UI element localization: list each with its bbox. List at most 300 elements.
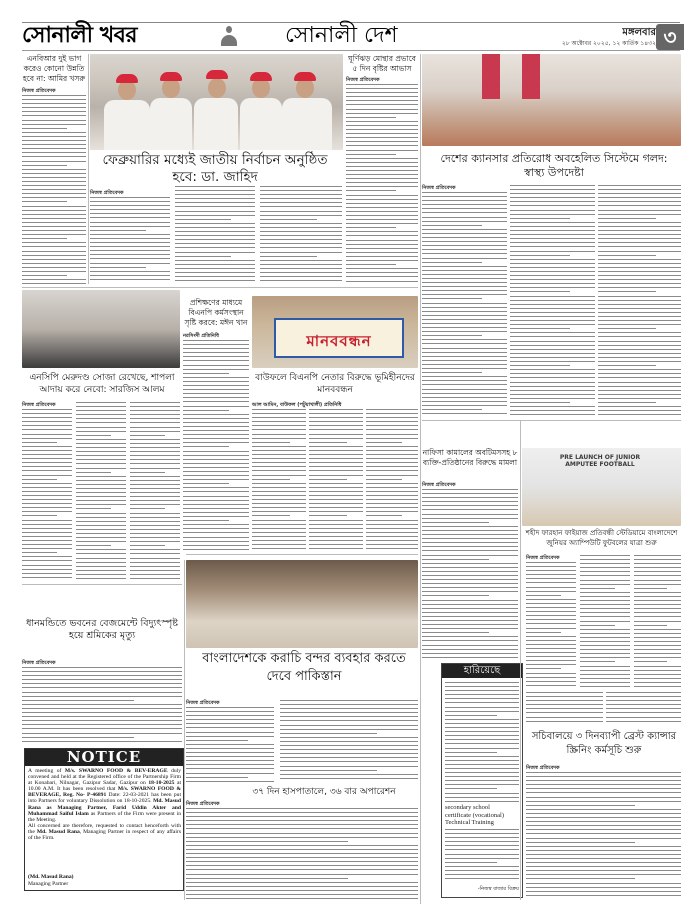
text-line — [309, 454, 363, 455]
text-line — [510, 386, 595, 387]
text-line — [346, 166, 418, 167]
text-line — [598, 365, 656, 366]
text-line — [510, 189, 595, 190]
text-line — [309, 520, 363, 521]
text-line — [422, 294, 507, 295]
text-line — [76, 443, 126, 444]
text-line — [186, 711, 274, 712]
text-line — [422, 229, 507, 230]
text-line — [260, 260, 342, 261]
article-headline[interactable]: এনসিপি মেরুদণ্ড সোজা রেখেছে, শাপলা আদায় করে নেবো: সারজিস আলম — [29, 373, 175, 395]
text-line — [422, 526, 518, 527]
text-line — [445, 707, 519, 708]
text-line — [186, 768, 274, 769]
text-line — [76, 459, 126, 460]
text-line — [422, 262, 482, 263]
article-headline[interactable]: শহীদ ফারহান ফাইয়াজ প্রতিবন্ধী স্টেডিয়ামে বাংলাদেশে জুনিয়র অ্যাম্পিউটি ফুটবলের যাত্রা শুরু — [525, 529, 678, 547]
text-line — [510, 279, 595, 280]
article-headline[interactable]: ৩৭ দিন হাসপাতালে, ৩৬ বার অপারেশন — [252, 787, 396, 797]
text-line — [252, 515, 290, 516]
text-line — [510, 394, 595, 395]
press-conference-photo — [22, 290, 180, 368]
text-line — [130, 566, 180, 567]
article-body — [309, 409, 363, 549]
text-line — [183, 537, 249, 538]
text-line — [445, 702, 519, 703]
text-line — [183, 463, 249, 464]
text-line — [22, 177, 86, 178]
text-line — [186, 849, 418, 850]
text-line — [526, 809, 681, 810]
text-line — [634, 666, 681, 667]
text-line — [598, 300, 681, 301]
text-line — [252, 511, 306, 512]
text-line — [526, 708, 603, 709]
text-line — [252, 524, 306, 525]
text-line — [598, 193, 681, 194]
text-line — [186, 857, 418, 858]
text-line — [252, 425, 306, 426]
text-line — [422, 559, 489, 560]
text-line — [22, 251, 86, 252]
text-line — [22, 704, 182, 705]
text-line — [186, 853, 418, 854]
text-line — [422, 245, 507, 246]
text-line — [510, 267, 595, 268]
text-line — [422, 571, 518, 572]
text-line — [526, 700, 603, 701]
text-line — [183, 442, 249, 443]
text-line — [22, 115, 86, 116]
text-line — [22, 132, 86, 133]
text-line — [422, 384, 507, 385]
text-line — [634, 608, 681, 609]
text-line — [280, 761, 418, 762]
text-line — [598, 296, 681, 297]
text-line — [634, 621, 681, 622]
text-line — [445, 858, 519, 859]
text-line — [598, 320, 681, 321]
text-line — [580, 666, 630, 667]
text-line — [634, 580, 681, 581]
text-line — [183, 385, 249, 386]
text-line — [130, 533, 180, 534]
text-line — [422, 307, 507, 308]
article-headline[interactable]: দেশের ক্যানসার প্রতিরোধ অবহেলিত সিস্টেমে গলদ: স্বাস্থ্য উপদেষ্টা — [440, 152, 668, 179]
text-line — [598, 382, 681, 383]
text-line — [580, 670, 630, 671]
article-body — [175, 186, 255, 281]
text-line — [76, 513, 126, 514]
text-line — [22, 136, 86, 137]
text-line — [22, 450, 72, 451]
text-line — [526, 578, 576, 579]
text-line — [22, 421, 72, 422]
text-line — [526, 866, 681, 867]
text-line — [130, 484, 180, 485]
text-line — [422, 266, 507, 267]
text-line — [510, 259, 595, 260]
text-line — [76, 541, 126, 542]
text-line — [526, 797, 681, 798]
text-line — [252, 495, 306, 496]
text-line — [76, 410, 126, 411]
text-line — [346, 129, 418, 130]
text-line — [598, 218, 656, 219]
article-body — [22, 409, 72, 579]
text-line — [186, 890, 418, 891]
text-line — [130, 521, 180, 522]
text-line — [252, 528, 306, 529]
text-line — [526, 862, 681, 863]
text-line — [130, 463, 180, 464]
text-line — [280, 733, 377, 734]
article-headline[interactable]: প্রশিক্ষণের মাধ্যমে বিএনপি কর্মসংস্থান সৃষ্টি করবে: মঈন খান — [184, 298, 248, 327]
text-line — [422, 563, 518, 564]
text-line — [580, 575, 630, 576]
text-line — [346, 252, 418, 253]
text-line — [445, 780, 519, 781]
text-line — [526, 611, 576, 612]
text-line — [445, 682, 519, 683]
text-line — [252, 413, 306, 414]
text-line — [309, 438, 363, 439]
text-line — [510, 291, 570, 292]
legal-notice — [24, 748, 184, 891]
text-line — [422, 376, 507, 377]
text-line — [183, 344, 249, 345]
text-line — [260, 206, 342, 207]
rally-photo — [90, 54, 343, 150]
text-line — [260, 264, 342, 265]
text-line — [598, 414, 681, 415]
text-line — [130, 431, 180, 432]
text-line — [366, 515, 402, 516]
text-line — [252, 499, 306, 500]
article-body — [526, 692, 603, 722]
text-line — [422, 221, 507, 222]
text-line — [422, 237, 507, 238]
text-line — [346, 182, 418, 183]
article-body — [22, 95, 86, 285]
text-line — [22, 259, 86, 260]
text-line — [280, 757, 418, 758]
text-line — [598, 373, 681, 374]
text-line — [606, 692, 681, 693]
text-line — [422, 600, 518, 601]
text-line — [130, 459, 180, 460]
text-line — [309, 409, 363, 410]
text-line — [598, 304, 681, 305]
text-line — [422, 327, 507, 328]
text-line — [22, 491, 72, 492]
text-line — [346, 215, 418, 216]
text-line — [22, 671, 182, 672]
text-line — [309, 540, 363, 541]
text-line — [598, 406, 681, 407]
text-line — [634, 571, 681, 572]
text-line — [422, 343, 507, 344]
text-line — [422, 323, 507, 324]
text-line — [130, 500, 180, 501]
text-line — [422, 632, 489, 633]
text-line — [252, 507, 306, 508]
text-line — [252, 548, 306, 549]
text-line — [526, 566, 576, 567]
text-line — [422, 636, 518, 637]
text-line — [580, 604, 630, 605]
text-line — [422, 616, 518, 617]
text-line — [22, 503, 72, 504]
text-line — [580, 608, 630, 609]
text-line — [22, 720, 182, 721]
text-line — [22, 152, 86, 153]
text-line — [422, 303, 507, 304]
text-line — [22, 429, 72, 430]
text-line — [280, 708, 418, 709]
text-line — [445, 760, 519, 761]
row-divider — [22, 584, 182, 585]
text-line — [346, 244, 418, 245]
text-line — [422, 653, 518, 654]
article-body — [22, 667, 182, 742]
article-body — [130, 402, 180, 579]
text-line — [422, 493, 518, 494]
text-line — [510, 246, 595, 247]
text-line — [510, 300, 595, 301]
text-line — [309, 479, 347, 480]
text-line — [445, 715, 497, 716]
text-line — [183, 504, 249, 505]
text-line — [598, 255, 656, 256]
text-line — [422, 555, 518, 556]
text-line — [309, 528, 363, 529]
text-line — [422, 286, 507, 287]
text-line — [346, 141, 418, 142]
text-line — [510, 336, 595, 337]
text-line — [580, 567, 630, 568]
text-line — [186, 812, 418, 813]
text-line — [634, 596, 681, 597]
text-line — [183, 389, 249, 390]
text-line — [280, 741, 418, 742]
text-line — [422, 505, 518, 506]
text-line — [186, 773, 274, 774]
text-line — [580, 686, 630, 687]
text-line — [76, 549, 126, 550]
text-line — [445, 735, 519, 736]
text-line — [634, 555, 681, 556]
article-headline[interactable]: নাফিসা কামালের অবটিমসসহ ৮ ব্যক্তি-প্রতিষ্ঠানের বিরুদ্ধে মামলা — [422, 448, 518, 467]
text-line — [130, 525, 180, 526]
text-line — [634, 559, 681, 560]
text-line — [510, 255, 570, 256]
text-line — [252, 470, 306, 471]
text-line — [183, 418, 249, 419]
text-line — [422, 489, 518, 490]
text-line — [22, 242, 86, 243]
text-line — [598, 226, 681, 227]
text-line — [526, 632, 561, 633]
article-headline[interactable]: বাংলাদেশকে করাচি বন্দর ব্যবহার করতে দেবে পাকিস্তান — [202, 651, 406, 684]
text-line — [422, 217, 507, 218]
text-line — [309, 434, 363, 435]
text-line — [526, 895, 681, 896]
text-line — [366, 536, 418, 537]
text-line — [346, 154, 396, 155]
text-line — [422, 270, 507, 271]
article-headline[interactable]: বাউফলে বিএনপি নেতার বিরুদ্ধে ভূমিহীনদের মানববন্ধন — [255, 373, 415, 395]
text-line — [366, 540, 418, 541]
text-line — [598, 246, 681, 247]
text-line — [183, 373, 229, 374]
text-line — [183, 459, 249, 460]
text-line — [445, 768, 519, 769]
text-line — [422, 497, 518, 498]
article-headline[interactable]: ফেব্রুয়ারির মধ্যেই জাতীয় নির্বাচন অনুষ্ঠিত হবে: ডা. জাহিদ — [102, 152, 328, 185]
text-line — [580, 621, 630, 622]
text-line — [346, 219, 418, 220]
text-line — [366, 458, 418, 459]
article-headline[interactable]: সচিবালয়ে ৩ দিনব্যাপী ব্রেস্ট ক্যান্সার স্ক্রিনিং কর্মসূচি শুরু — [531, 731, 677, 756]
text-line — [510, 406, 595, 407]
text-line — [22, 737, 134, 738]
text-line — [526, 870, 681, 871]
article-headline[interactable]: ধানমন্ডিতে ভবনের বেজমেন্টে বিদ্যুৎস্পৃষ্ট হয়ে শ্রমিকের মৃত্যু — [26, 618, 178, 641]
text-line — [260, 223, 342, 224]
text-line — [634, 629, 681, 630]
text-line — [309, 507, 363, 508]
text-line — [346, 133, 418, 134]
text-line — [76, 439, 126, 440]
text-line — [422, 413, 507, 414]
text-line — [186, 894, 418, 895]
text-line — [22, 560, 72, 561]
text-line — [526, 681, 576, 682]
text-line — [22, 733, 182, 734]
text-line — [598, 201, 681, 202]
text-line — [580, 678, 630, 679]
text-line — [252, 532, 306, 533]
text-line — [598, 394, 681, 395]
text-line — [510, 349, 595, 350]
text-line — [422, 514, 518, 515]
text-line — [598, 390, 681, 391]
text-line — [366, 466, 418, 467]
text-line — [526, 801, 681, 802]
text-line — [22, 544, 72, 545]
text-line — [76, 553, 126, 554]
text-line — [22, 156, 86, 157]
text-line — [260, 215, 342, 216]
text-line — [598, 357, 681, 358]
text-line — [183, 410, 229, 411]
text-line — [76, 570, 126, 571]
text-line — [510, 218, 570, 219]
article-headline[interactable]: এনবিআর দুই ভাগ করেও কোনো উন্নতি হবে না: আমির খসরু — [22, 54, 86, 83]
text-line — [90, 234, 170, 235]
text-line — [634, 563, 681, 564]
text-line — [76, 562, 126, 563]
text-line — [76, 492, 126, 493]
text-line — [22, 573, 72, 574]
text-line — [22, 548, 72, 549]
text-line — [445, 833, 519, 834]
text-line — [252, 458, 306, 459]
text-line — [422, 583, 518, 584]
text-line — [183, 434, 249, 435]
article-byline: নিজস্ব প্রতিবেদক — [186, 700, 220, 706]
text-line — [22, 540, 72, 541]
text-line — [422, 348, 507, 349]
text-line — [526, 717, 603, 718]
text-line — [598, 279, 681, 280]
text-line — [580, 580, 630, 581]
text-line — [510, 398, 595, 399]
text-line — [598, 361, 681, 362]
text-line — [526, 704, 603, 705]
text-line — [510, 353, 595, 354]
text-line — [130, 570, 180, 571]
text-line — [309, 470, 363, 471]
text-line — [422, 372, 482, 373]
text-line — [346, 145, 418, 146]
text-line — [260, 219, 317, 220]
text-line — [598, 242, 681, 243]
text-line — [634, 661, 667, 662]
article-body — [526, 562, 576, 687]
text-line — [422, 620, 518, 621]
text-line — [422, 253, 507, 254]
text-line — [22, 413, 72, 414]
text-line — [598, 398, 681, 399]
text-line — [183, 455, 249, 456]
text-line — [346, 186, 418, 187]
article-headline[interactable]: ঘূর্ণিঝড় মোন্থার প্রভাবে ৫ দিন বৃষ্টির আভাস — [348, 54, 416, 73]
text-line — [445, 845, 519, 846]
text-line — [76, 488, 126, 489]
text-line — [422, 538, 518, 539]
text-line — [422, 364, 507, 365]
text-line — [422, 530, 518, 531]
text-line — [598, 410, 681, 411]
text-line — [422, 335, 482, 336]
text-line — [422, 587, 518, 588]
text-line — [252, 409, 306, 410]
text-line — [422, 389, 507, 390]
text-line — [22, 111, 86, 112]
text-line — [22, 128, 67, 129]
text-line — [580, 629, 630, 630]
text-line — [598, 238, 681, 239]
text-line — [175, 215, 255, 216]
text-line — [422, 339, 507, 340]
text-line — [445, 698, 519, 699]
text-line — [510, 390, 595, 391]
text-line — [22, 552, 57, 553]
text-line — [526, 673, 576, 674]
text-line — [309, 450, 363, 451]
text-line — [175, 227, 255, 228]
text-line — [510, 341, 595, 342]
text-line — [186, 816, 418, 817]
text-line — [526, 628, 576, 629]
text-line — [445, 756, 519, 757]
text-line — [634, 600, 681, 601]
text-line — [580, 584, 630, 585]
text-line — [366, 479, 402, 480]
text-line — [22, 185, 86, 186]
